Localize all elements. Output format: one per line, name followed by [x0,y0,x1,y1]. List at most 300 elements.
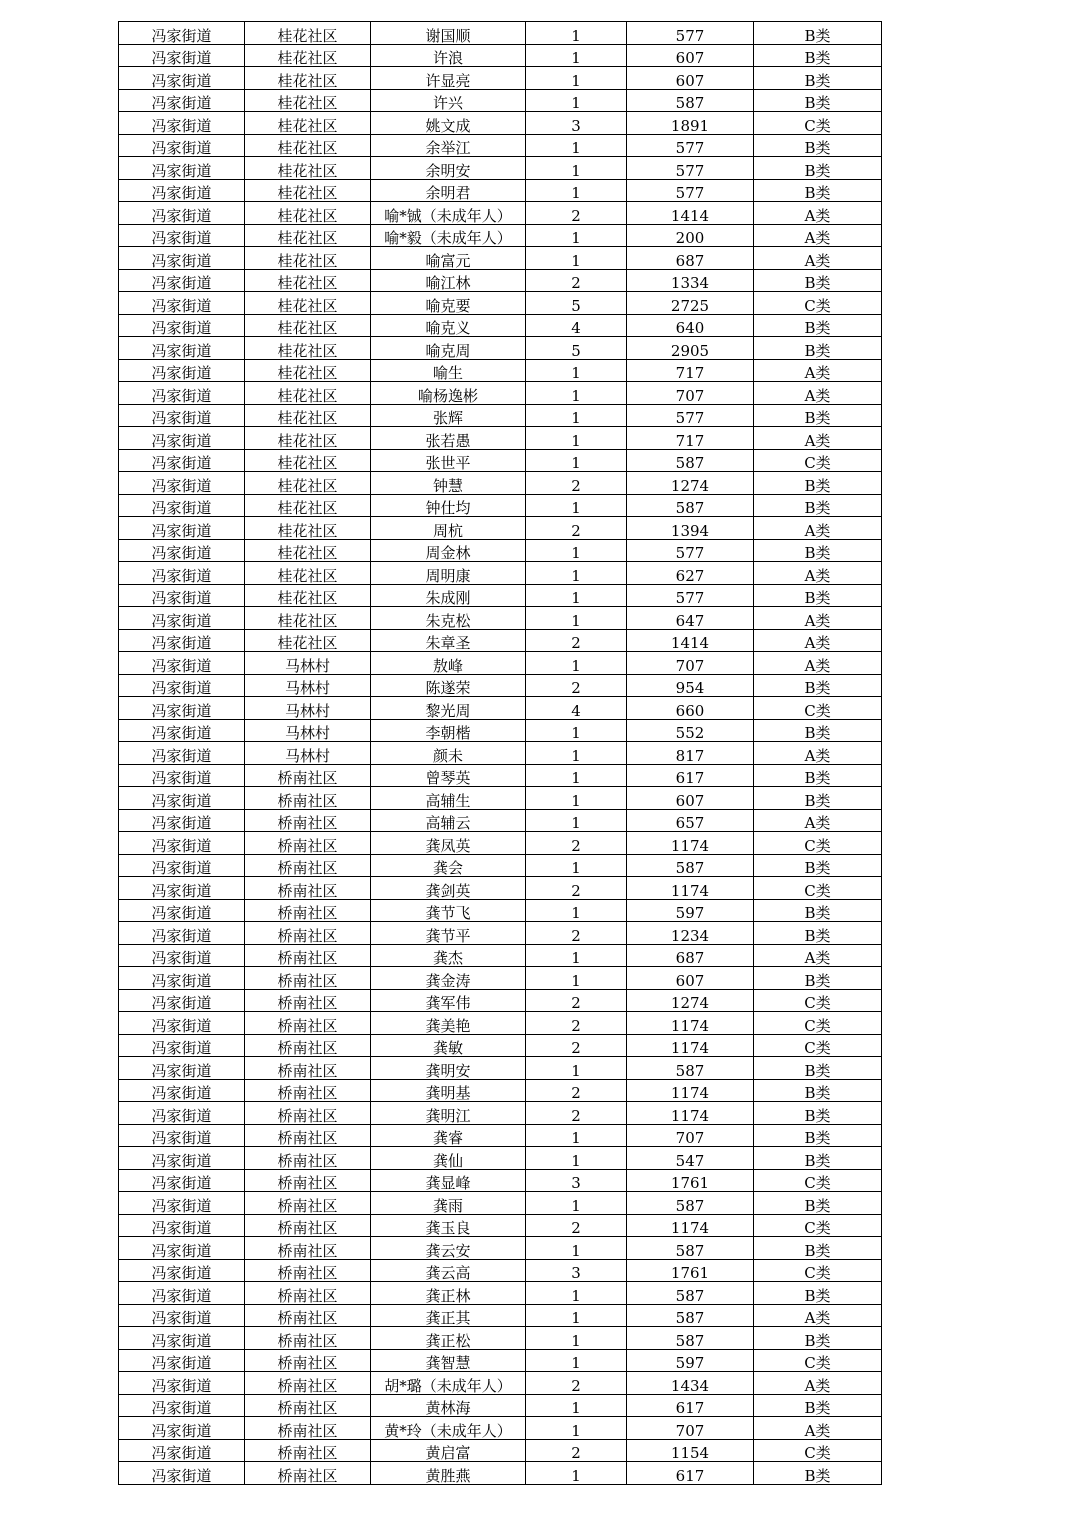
amount-cell: 2905 [627,337,754,360]
amount-cell: 577 [627,157,754,180]
household-size-cell: 2 [526,1439,627,1462]
name-cell: 喻杨逸彬 [371,382,526,405]
community-cell: 桂花社区 [245,112,371,135]
street-cell: 冯家街道 [119,1012,245,1035]
household-size-cell: 1 [526,1192,627,1215]
household-size-cell: 3 [526,112,627,135]
table-row [119,269,882,292]
amount-cell: 687 [627,944,754,967]
table-row [119,697,882,720]
name-cell: 喻克义 [371,314,526,337]
amount-cell: 647 [627,607,754,630]
household-size-cell: 1 [526,382,627,405]
amount-cell: 587 [627,854,754,877]
household-size-cell: 1 [526,764,627,787]
table-row [119,967,882,990]
community-cell: 桂花社区 [245,584,371,607]
table-row [119,899,882,922]
category-cell: B类 [754,1102,882,1125]
name-cell: 龚正其 [371,1304,526,1327]
category-cell: B类 [754,719,882,742]
street-cell: 冯家街道 [119,832,245,855]
community-cell: 桂花社区 [245,67,371,90]
category-cell: B类 [754,764,882,787]
community-cell: 桂花社区 [245,202,371,225]
community-cell: 桂花社区 [245,607,371,630]
community-cell: 桂花社区 [245,157,371,180]
street-cell: 冯家街道 [119,1147,245,1170]
table-row [119,1102,882,1125]
name-cell: 龚云高 [371,1259,526,1282]
name-cell: 高辅云 [371,809,526,832]
community-cell: 桂花社区 [245,269,371,292]
name-cell: 余明君 [371,179,526,202]
household-size-cell: 1 [526,652,627,675]
amount-cell: 587 [627,1192,754,1215]
category-cell: B类 [754,314,882,337]
community-cell: 桥南社区 [245,1237,371,1260]
name-cell: 龚雨 [371,1192,526,1215]
community-cell: 桥南社区 [245,899,371,922]
category-cell: B类 [754,67,882,90]
table-row [119,1034,882,1057]
street-cell: 冯家街道 [119,472,245,495]
amount-cell: 587 [627,1327,754,1350]
street-cell: 冯家街道 [119,719,245,742]
name-cell: 龚凤英 [371,832,526,855]
name-cell: 龚节平 [371,922,526,945]
community-cell: 桥南社区 [245,1169,371,1192]
community-cell: 桥南社区 [245,1034,371,1057]
name-cell: 喻*毅（未成年人） [371,224,526,247]
amount-cell: 547 [627,1147,754,1170]
street-cell: 冯家街道 [119,1192,245,1215]
name-cell: 喻生 [371,359,526,382]
street-cell: 冯家街道 [119,989,245,1012]
community-cell: 桂花社区 [245,89,371,112]
street-cell: 冯家街道 [119,427,245,450]
amount-cell: 1434 [627,1372,754,1395]
table-row [119,742,882,765]
table-row [119,562,882,585]
street-cell: 冯家街道 [119,1237,245,1260]
name-cell: 龚智慧 [371,1349,526,1372]
amount-cell: 717 [627,359,754,382]
street-cell: 冯家街道 [119,742,245,765]
street-cell: 冯家街道 [119,517,245,540]
name-cell: 龚明江 [371,1102,526,1125]
name-cell: 喻富元 [371,247,526,270]
household-size-cell: 2 [526,674,627,697]
table-row [119,179,882,202]
table-row [119,719,882,742]
amount-cell: 717 [627,427,754,450]
table-row [119,1057,882,1080]
amount-cell: 607 [627,67,754,90]
amount-cell: 1274 [627,472,754,495]
community-cell: 桥南社区 [245,809,371,832]
street-cell: 冯家街道 [119,382,245,405]
category-cell: A类 [754,517,882,540]
category-cell: C类 [754,449,882,472]
household-size-cell: 1 [526,404,627,427]
category-cell: B类 [754,44,882,67]
household-size-cell: 1 [526,854,627,877]
street-cell: 冯家街道 [119,764,245,787]
community-cell: 桂花社区 [245,404,371,427]
community-cell: 马林村 [245,742,371,765]
table-row [119,674,882,697]
street-cell: 冯家街道 [119,967,245,990]
name-cell: 周明康 [371,562,526,585]
category-cell: A类 [754,1417,882,1440]
street-cell: 冯家街道 [119,314,245,337]
street-cell: 冯家街道 [119,67,245,90]
name-cell: 喻江林 [371,269,526,292]
street-cell: 冯家街道 [119,89,245,112]
table-row [119,1304,882,1327]
name-cell: 龚明安 [371,1057,526,1080]
street-cell: 冯家街道 [119,449,245,472]
category-cell: B类 [754,404,882,427]
table-row [119,652,882,675]
category-cell: B类 [754,922,882,945]
category-cell: B类 [754,134,882,157]
name-cell: 黄林海 [371,1394,526,1417]
table-row [119,1237,882,1260]
street-cell: 冯家街道 [119,787,245,810]
category-cell: B类 [754,1079,882,1102]
street-cell: 冯家街道 [119,1349,245,1372]
table-row [119,449,882,472]
table-row [119,22,882,45]
name-cell: 龚正林 [371,1282,526,1305]
street-cell: 冯家街道 [119,22,245,45]
street-cell: 冯家街道 [119,1034,245,1057]
street-cell: 冯家街道 [119,157,245,180]
household-size-cell: 1 [526,562,627,585]
name-cell: 胡*璐（未成年人） [371,1372,526,1395]
community-cell: 桥南社区 [245,1372,371,1395]
name-cell: 龚敏 [371,1034,526,1057]
amount-cell: 617 [627,1394,754,1417]
household-size-cell: 2 [526,989,627,1012]
category-cell: B类 [754,22,882,45]
amount-cell: 597 [627,899,754,922]
street-cell: 冯家街道 [119,562,245,585]
category-cell: B类 [754,539,882,562]
table-row [119,1417,882,1440]
street-cell: 冯家街道 [119,269,245,292]
category-cell: A类 [754,944,882,967]
name-cell: 张辉 [371,404,526,427]
category-cell: A类 [754,1304,882,1327]
street-cell: 冯家街道 [119,1417,245,1440]
name-cell: 黄*玲（未成年人） [371,1417,526,1440]
household-size-cell: 1 [526,967,627,990]
name-cell: 龚玉良 [371,1214,526,1237]
household-size-cell: 2 [526,1034,627,1057]
community-cell: 桥南社区 [245,1439,371,1462]
category-cell: B类 [754,1282,882,1305]
community-cell: 桥南社区 [245,1192,371,1215]
name-cell: 许显亮 [371,67,526,90]
community-cell: 马林村 [245,697,371,720]
name-cell: 龚金涛 [371,967,526,990]
household-size-cell: 2 [526,922,627,945]
table-row [119,359,882,382]
amount-cell: 660 [627,697,754,720]
name-cell: 龚明基 [371,1079,526,1102]
street-cell: 冯家街道 [119,1057,245,1080]
street-cell: 冯家街道 [119,247,245,270]
community-cell: 桥南社区 [245,1394,371,1417]
street-cell: 冯家街道 [119,1079,245,1102]
community-cell: 桂花社区 [245,629,371,652]
amount-cell: 707 [627,382,754,405]
category-cell: B类 [754,1327,882,1350]
street-cell: 冯家街道 [119,697,245,720]
community-cell: 桂花社区 [245,44,371,67]
household-size-cell: 2 [526,629,627,652]
category-cell: A类 [754,382,882,405]
household-size-cell: 1 [526,1327,627,1350]
community-cell: 马林村 [245,674,371,697]
street-cell: 冯家街道 [119,1304,245,1327]
amount-cell: 1174 [627,832,754,855]
amount-cell: 577 [627,584,754,607]
amount-cell: 587 [627,1057,754,1080]
category-cell: A类 [754,809,882,832]
household-size-cell: 1 [526,944,627,967]
street-cell: 冯家街道 [119,202,245,225]
table-row [119,944,882,967]
street-cell: 冯家街道 [119,854,245,877]
category-cell: A类 [754,202,882,225]
amount-cell: 577 [627,539,754,562]
household-size-cell: 1 [526,427,627,450]
table-row [119,877,882,900]
community-cell: 桥南社区 [245,1102,371,1125]
community-cell: 桂花社区 [245,337,371,360]
community-cell: 桂花社区 [245,22,371,45]
table-row [119,832,882,855]
street-cell: 冯家街道 [119,1259,245,1282]
street-cell: 冯家街道 [119,1102,245,1125]
table-row [119,539,882,562]
category-cell: B类 [754,89,882,112]
table-row [119,584,882,607]
category-cell: C类 [754,1012,882,1035]
amount-cell: 587 [627,1304,754,1327]
household-size-cell: 1 [526,719,627,742]
category-cell: B类 [754,494,882,517]
household-size-cell: 1 [526,1349,627,1372]
table-row [119,517,882,540]
amount-cell: 1891 [627,112,754,135]
name-cell: 高辅生 [371,787,526,810]
amount-cell: 627 [627,562,754,585]
community-cell: 桂花社区 [245,292,371,315]
category-cell: A类 [754,742,882,765]
community-cell: 桂花社区 [245,359,371,382]
street-cell: 冯家街道 [119,652,245,675]
category-cell: C类 [754,1169,882,1192]
street-cell: 冯家街道 [119,112,245,135]
community-cell: 桂花社区 [245,224,371,247]
household-size-cell: 1 [526,247,627,270]
table-row [119,1372,882,1395]
community-cell: 桥南社区 [245,922,371,945]
community-cell: 桥南社区 [245,1057,371,1080]
street-cell: 冯家街道 [119,292,245,315]
household-size-cell: 1 [526,1304,627,1327]
household-size-cell: 2 [526,1012,627,1035]
community-cell: 桂花社区 [245,427,371,450]
name-cell: 许兴 [371,89,526,112]
name-cell: 龚剑英 [371,877,526,900]
household-size-cell: 1 [526,449,627,472]
category-cell: C类 [754,1439,882,1462]
street-cell: 冯家街道 [119,1394,245,1417]
household-size-cell: 1 [526,1282,627,1305]
name-cell: 陈遂荣 [371,674,526,697]
amount-cell: 2725 [627,292,754,315]
category-cell: B类 [754,1394,882,1417]
household-size-cell: 1 [526,1057,627,1080]
community-cell: 桂花社区 [245,539,371,562]
community-cell: 马林村 [245,652,371,675]
household-size-cell: 5 [526,292,627,315]
street-cell: 冯家街道 [119,584,245,607]
name-cell: 钟仕均 [371,494,526,517]
name-cell: 姚文成 [371,112,526,135]
name-cell: 周杭 [371,517,526,540]
table-row [119,1439,882,1462]
household-size-cell: 2 [526,877,627,900]
amount-cell: 1154 [627,1439,754,1462]
household-size-cell: 1 [526,359,627,382]
household-size-cell: 1 [526,787,627,810]
household-size-cell: 2 [526,202,627,225]
amount-cell: 707 [627,652,754,675]
street-cell: 冯家街道 [119,359,245,382]
household-size-cell: 4 [526,314,627,337]
community-cell: 桥南社区 [245,1079,371,1102]
household-size-cell: 4 [526,697,627,720]
household-size-cell: 1 [526,1462,627,1485]
street-cell: 冯家街道 [119,44,245,67]
amount-cell: 587 [627,89,754,112]
community-cell: 桥南社区 [245,787,371,810]
records-table-body [119,22,882,1485]
community-cell: 桥南社区 [245,1327,371,1350]
household-size-cell: 5 [526,337,627,360]
name-cell: 喻克周 [371,337,526,360]
name-cell: 龚军伟 [371,989,526,1012]
name-cell: 谢国顺 [371,22,526,45]
household-size-cell: 1 [526,742,627,765]
table-row [119,314,882,337]
amount-cell: 577 [627,22,754,45]
household-size-cell: 2 [526,517,627,540]
household-size-cell: 3 [526,1169,627,1192]
table-row [119,292,882,315]
amount-cell: 707 [627,1417,754,1440]
name-cell: 颜未 [371,742,526,765]
community-cell: 桥南社区 [245,1417,371,1440]
community-cell: 桂花社区 [245,134,371,157]
community-cell: 桥南社区 [245,1012,371,1035]
table-row [119,922,882,945]
table-row [119,1349,882,1372]
household-size-cell: 1 [526,1394,627,1417]
amount-cell: 1174 [627,877,754,900]
category-cell: A类 [754,247,882,270]
category-cell: C类 [754,292,882,315]
table-row [119,404,882,427]
name-cell: 龚美艳 [371,1012,526,1035]
community-cell: 桂花社区 [245,494,371,517]
category-cell: B类 [754,1192,882,1215]
name-cell: 余举江 [371,134,526,157]
amount-cell: 587 [627,1237,754,1260]
table-row [119,1394,882,1417]
name-cell: 喻克要 [371,292,526,315]
name-cell: 龚杰 [371,944,526,967]
community-cell: 桥南社区 [245,1462,371,1485]
table-row [119,809,882,832]
table-row [119,89,882,112]
street-cell: 冯家街道 [119,944,245,967]
street-cell: 冯家街道 [119,1124,245,1147]
table-row [119,854,882,877]
street-cell: 冯家街道 [119,1169,245,1192]
household-size-cell: 1 [526,1237,627,1260]
category-cell: B类 [754,157,882,180]
street-cell: 冯家街道 [119,1372,245,1395]
category-cell: B类 [754,1237,882,1260]
street-cell: 冯家街道 [119,179,245,202]
household-size-cell: 1 [526,134,627,157]
table-row [119,134,882,157]
category-cell: A类 [754,224,882,247]
table-row [119,157,882,180]
category-cell: B类 [754,472,882,495]
amount-cell: 954 [627,674,754,697]
table-row [119,67,882,90]
community-cell: 桂花社区 [245,517,371,540]
amount-cell: 587 [627,449,754,472]
household-size-cell: 1 [526,494,627,517]
category-cell: A类 [754,1372,882,1395]
amount-cell: 597 [627,1349,754,1372]
street-cell: 冯家街道 [119,607,245,630]
name-cell: 龚会 [371,854,526,877]
table-row [119,202,882,225]
table-row [119,1327,882,1350]
community-cell: 桂花社区 [245,449,371,472]
category-cell: A类 [754,607,882,630]
community-cell: 桥南社区 [245,1124,371,1147]
amount-cell: 607 [627,44,754,67]
category-cell: A类 [754,629,882,652]
community-cell: 桂花社区 [245,382,371,405]
household-size-cell: 1 [526,809,627,832]
table-row [119,1147,882,1170]
table-row [119,1169,882,1192]
community-cell: 桥南社区 [245,854,371,877]
